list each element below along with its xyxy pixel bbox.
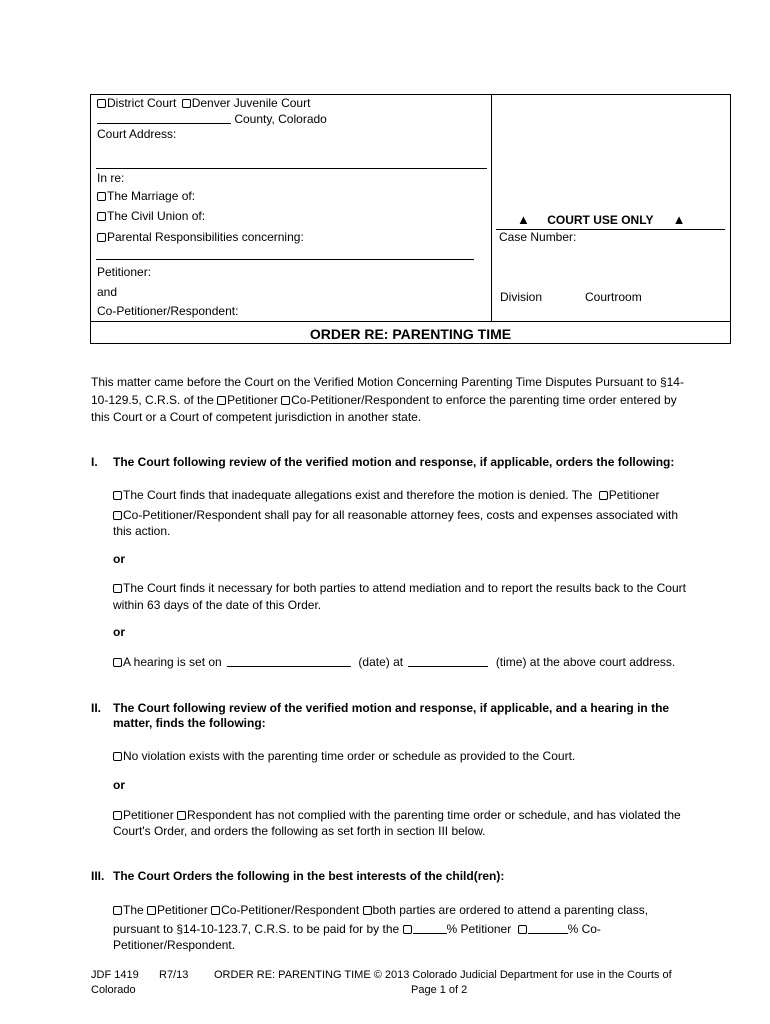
intro-line-3: this Court or a Court of competent jurisdiction in another state. <box>91 410 422 424</box>
caption-title-top <box>90 321 731 322</box>
s2-or-1: or <box>113 778 125 792</box>
hearing-time-label: (time) at the above court address. <box>495 655 676 669</box>
s3-line-3: Petitioner/Respondent. <box>113 938 236 952</box>
footer-form-id: JDF 1419 <box>91 969 139 981</box>
caption-right-border <box>730 94 731 343</box>
s3-co-petitioner-label: Co-Petitioner/Respondent <box>221 903 360 917</box>
s1-option-2-line-1 <box>113 581 686 596</box>
section-1-heading: The Court following review of the verified motion and response, if applicable, orders the following: <box>113 455 675 469</box>
hearing-date-blank[interactable] <box>227 655 351 667</box>
s1-option-1-petitioner-checkbox[interactable] <box>599 491 608 500</box>
s1-option-1-line-3: this action. <box>113 524 171 538</box>
s3-the-checkbox[interactable] <box>113 906 122 915</box>
s1-or-2: or <box>113 625 125 639</box>
s3-the-label: The <box>123 903 144 917</box>
s1-or-1: or <box>113 552 125 566</box>
s3-line-2 <box>113 922 601 937</box>
s3-petitioner-label: Petitioner <box>157 903 208 917</box>
s1-option-2-checkbox[interactable] <box>113 584 122 593</box>
case-number-label: Case Number: <box>499 230 577 244</box>
caption-top-border <box>90 94 731 95</box>
district-court-checkbox[interactable] <box>97 99 106 108</box>
footer-colorado: Colorado <box>91 984 136 996</box>
caption-divider <box>491 94 492 321</box>
s1-option-2-line-2: within 63 days of the date of this Order. <box>113 598 322 612</box>
s2-respondent-checkbox[interactable] <box>177 811 186 820</box>
s3-both-parties-checkbox[interactable] <box>363 906 372 915</box>
s2-option-2-line-1 <box>113 808 681 823</box>
s3-pct-co-petitioner-blank[interactable] <box>528 922 568 934</box>
s3-petitioner-checkbox[interactable] <box>147 906 156 915</box>
denver-juvenile-label: Denver Juvenile Court <box>191 96 311 110</box>
s3-pct-petitioner-blank[interactable] <box>413 922 447 934</box>
footer-text: ORDER RE: PARENTING TIME © 2013 Colorado Judicial Department for use in the Courts of <box>214 969 672 981</box>
section-2-heading-1: The Court following review of the verified motion and response, if applicable, and a hearing in the <box>113 701 670 715</box>
s1-option-1-line-1 <box>113 488 659 503</box>
s1-option-2-text: The Court finds it necessary for both parties to attend mediation and to report the results back to the Court <box>123 581 686 595</box>
intro-line-2-end: Co-Petitioner/Respondent to enforce the parenting time order entered by <box>291 393 677 407</box>
page-title: ORDER RE: PARENTING TIME <box>309 326 512 342</box>
s3-pct-petitioner-checkbox[interactable] <box>403 925 412 934</box>
civil-union-line <box>97 209 205 224</box>
petitioner-label: Petitioner: <box>97 265 152 279</box>
co-petitioner-label: Co-Petitioner/Respondent: <box>97 304 239 318</box>
s2-option-1-checkbox[interactable] <box>113 752 122 761</box>
parental-checkbox[interactable] <box>97 233 106 242</box>
s3-pct-co-petitioner-checkbox[interactable] <box>518 925 527 934</box>
s3-both-parties-text: both parties are ordered to attend a parenting class, <box>372 903 649 917</box>
county-label: County, Colorado <box>234 112 327 126</box>
s3-pct-co-petitioner-label: % Co- <box>567 922 601 936</box>
court-address-rule <box>96 168 487 169</box>
s1-option-1-text: The Court finds that inadequate allegations exist and therefore the motion is denied. The <box>123 488 593 502</box>
marriage-line <box>97 189 195 204</box>
s1-option-1-checkbox[interactable] <box>113 491 122 500</box>
s3-co-petitioner-checkbox[interactable] <box>211 906 220 915</box>
hearing-date-label: (date) at <box>358 655 404 669</box>
marriage-checkbox[interactable] <box>97 192 106 201</box>
footer-revision: R7/13 <box>159 969 189 981</box>
s3-pct-petitioner-label: % Petitioner <box>446 922 512 936</box>
s1-option-1-line-2 <box>113 508 678 523</box>
parental-line <box>97 230 304 245</box>
civil-union-label: The Civil Union of: <box>107 209 206 223</box>
s1-option-3-checkbox[interactable] <box>113 658 122 667</box>
parental-label: Parental Responsibilities concerning: <box>107 230 304 244</box>
up-triangle-icon: ▲ <box>672 212 686 227</box>
county-blank[interactable] <box>97 112 231 124</box>
section-2-number: II. <box>91 701 102 715</box>
s3-line-1 <box>113 903 648 918</box>
division-label: Division <box>500 290 543 304</box>
civil-union-checkbox[interactable] <box>97 212 106 221</box>
section-1-number: I. <box>91 455 98 469</box>
county-line <box>97 112 327 127</box>
court-type-line <box>97 96 310 111</box>
s1-option-3-text: A hearing is set on <box>123 655 222 669</box>
in-re-label: In re: <box>97 171 125 185</box>
s2-option-2-line-2: Court's Order, and orders the following as set forth in section III below. <box>113 824 486 838</box>
s2-option-2-text: Respondent has not complied with the parenting time order or schedule, and has violated the <box>187 808 681 822</box>
and-label: and <box>97 285 118 299</box>
intro-line-2-start: 10-129.5, C.R.S. of the <box>91 393 214 407</box>
court-address-label: Court Address: <box>97 127 177 141</box>
s1-option-1-co-petitioner-text: Co-Petitioner/Respondent shall pay for all reasonable attorney fees, costs and expenses associated with <box>123 508 678 522</box>
intro-co-petitioner-checkbox[interactable] <box>281 396 290 405</box>
intro-petitioner-label: Petitioner <box>227 393 278 407</box>
caption-bottom-border <box>90 343 731 344</box>
s1-option-3-line <box>113 655 675 670</box>
s2-option-1-line <box>113 749 575 764</box>
s1-option-1-co-petitioner-checkbox[interactable] <box>113 511 122 520</box>
denver-juvenile-checkbox[interactable] <box>182 99 191 108</box>
court-use-only-header <box>517 212 685 228</box>
s2-petitioner-label: Petitioner <box>123 808 174 822</box>
parties-rule <box>96 259 474 260</box>
s3-line-2-text: pursuant to §14-10-123.7, C.R.S. to be paid for by the <box>113 922 400 936</box>
footer-page-number: Page 1 of 2 <box>411 984 468 996</box>
marriage-label: The Marriage of: <box>107 189 196 203</box>
intro-petitioner-checkbox[interactable] <box>217 396 226 405</box>
s1-option-1-petitioner-label: Petitioner <box>608 488 660 502</box>
s2-petitioner-checkbox[interactable] <box>113 811 122 820</box>
district-court-label: District Court <box>107 96 177 110</box>
section-3-number: III. <box>91 869 105 883</box>
intro-line-2 <box>91 393 677 408</box>
up-triangle-icon: ▲ <box>517 212 530 227</box>
s2-option-1-text: No violation exists with the parenting time order or schedule as provided to the Court. <box>123 749 576 763</box>
courtroom-label: Courtroom <box>585 290 642 304</box>
intro-line-1: This matter came before the Court on the Verified Motion Concerning Parenting Time Disputes Pursuant to §14- <box>91 375 684 389</box>
court-use-only-label: COURT USE ONLY <box>547 213 654 227</box>
hearing-time-blank[interactable] <box>408 655 488 667</box>
section-3-heading: The Court Orders the following in the best interests of the child(ren): <box>113 869 505 883</box>
section-2-heading-2: matter, finds the following: <box>113 716 266 730</box>
caption-left-border <box>90 94 91 343</box>
